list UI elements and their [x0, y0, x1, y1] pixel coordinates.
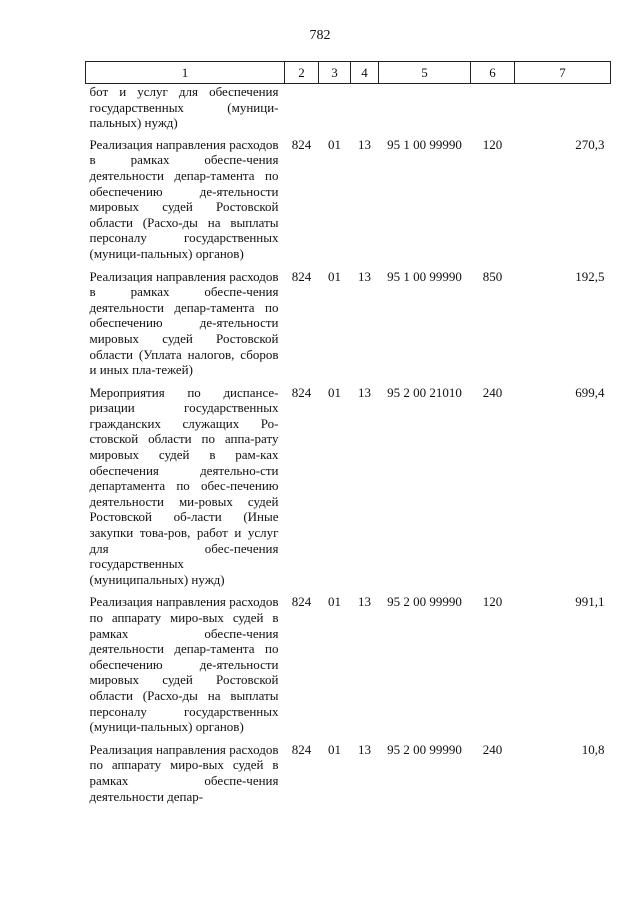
row-expense-type: 120 — [482, 594, 503, 610]
row-description: бот и услуг для обеспечения государственных (муници-пальных) нужд) — [89, 84, 279, 131]
budget-table — [85, 61, 611, 811]
row-subsection-code: 13 — [358, 594, 371, 610]
table-row — [86, 385, 611, 595]
header-col-7: 7 — [515, 62, 611, 84]
row-target-article: 95 1 00 99990 — [387, 136, 462, 152]
row-description: Реализация направления расходов в рамках обеспе-чения деятельности депар-тамента по обеспечению де-ятельности мировых судей Ростовской области (Уплата налогов, сборов и иных пла-тежей) — [89, 268, 279, 378]
row-description: Реализация направления расходов по аппарату миро-вых судей в рамках обеспе-чения деятельности депар- — [89, 741, 279, 804]
row-target-article: 95 2 00 21010 — [387, 384, 462, 400]
row-expense-type: 240 — [482, 741, 503, 757]
row-target-article: 95 2 00 99990 — [387, 594, 462, 610]
row-ministry-code — [285, 84, 319, 137]
header-col-4: 4 — [351, 62, 379, 84]
table-row — [86, 742, 611, 811]
table-body — [86, 84, 611, 812]
row-ministry-code: 824 — [291, 594, 312, 610]
row-ministry-code: 824 — [291, 136, 312, 152]
table-row — [86, 84, 611, 137]
row-target-article — [379, 84, 471, 137]
row-section-code: 01 — [328, 268, 341, 284]
header-col-6: 6 — [471, 62, 515, 84]
row-subsection-code: 13 — [358, 268, 371, 284]
row-description: Реализация направления расходов в рамках обеспе-чения деятельности депар-тамента по обеспечению де-ятельности мировых судей Ростовской области (Расхо-ды на выплаты персоналу государственных (муници-пальных) органов) — [89, 136, 279, 261]
row-amount: 270,3 — [575, 136, 605, 152]
page-number: 782 — [309, 28, 331, 43]
header-col-1: 1 — [86, 62, 285, 84]
row-ministry-code: 824 — [291, 384, 312, 400]
row-description: Реализация направления расходов по аппарату миро-вых судей в рамках обеспе-чения деятельности депар-тамента по обеспечению де-ятельности мировых судей Ростовской области (Расхо-ды на выплаты персоналу государственных (муници-пальных) органов) — [89, 594, 279, 735]
row-amount: 192,5 — [575, 268, 605, 284]
row-ministry-code: 824 — [291, 741, 312, 757]
row-section-code — [319, 84, 351, 137]
row-amount: 991,1 — [575, 594, 605, 610]
row-section-code: 01 — [328, 136, 341, 152]
row-subsection-code: 13 — [358, 741, 371, 757]
table-row — [86, 137, 611, 269]
row-amount — [515, 84, 611, 137]
row-description: Мероприятия по диспансе-ризации государственных гражданских служащих Ро-стовской области по аппа-рату мировых судей в рам-ках обеспечения деятельно-сти департамента по обес-печению деятельности ми-ровых судей Ростовской об-ласти (Иные закупки това-ров, работ и услуг для обес-печения государственных (муниципальных) нужд) — [89, 384, 279, 587]
row-expense-type: 850 — [482, 268, 503, 284]
row-subsection-code: 13 — [358, 136, 371, 152]
row-target-article: 95 1 00 99990 — [387, 268, 462, 284]
row-section-code: 01 — [328, 741, 341, 757]
row-expense-type: 240 — [482, 384, 503, 400]
table-row — [86, 594, 611, 741]
row-amount: 10,8 — [581, 741, 605, 757]
table-header — [86, 62, 611, 84]
row-expense-type: 120 — [482, 136, 503, 152]
row-target-article: 95 2 00 99990 — [387, 741, 462, 757]
row-ministry-code: 824 — [291, 268, 312, 284]
row-section-code: 01 — [328, 594, 341, 610]
header-col-5: 5 — [379, 62, 471, 84]
table-row — [86, 269, 611, 385]
header-col-3: 3 — [319, 62, 351, 84]
header-col-2: 2 — [285, 62, 319, 84]
row-expense-type — [471, 84, 515, 137]
row-amount: 699,4 — [575, 384, 605, 400]
row-subsection-code — [351, 84, 379, 137]
row-subsection-code: 13 — [358, 384, 371, 400]
row-section-code: 01 — [328, 384, 341, 400]
header-row — [86, 62, 611, 84]
